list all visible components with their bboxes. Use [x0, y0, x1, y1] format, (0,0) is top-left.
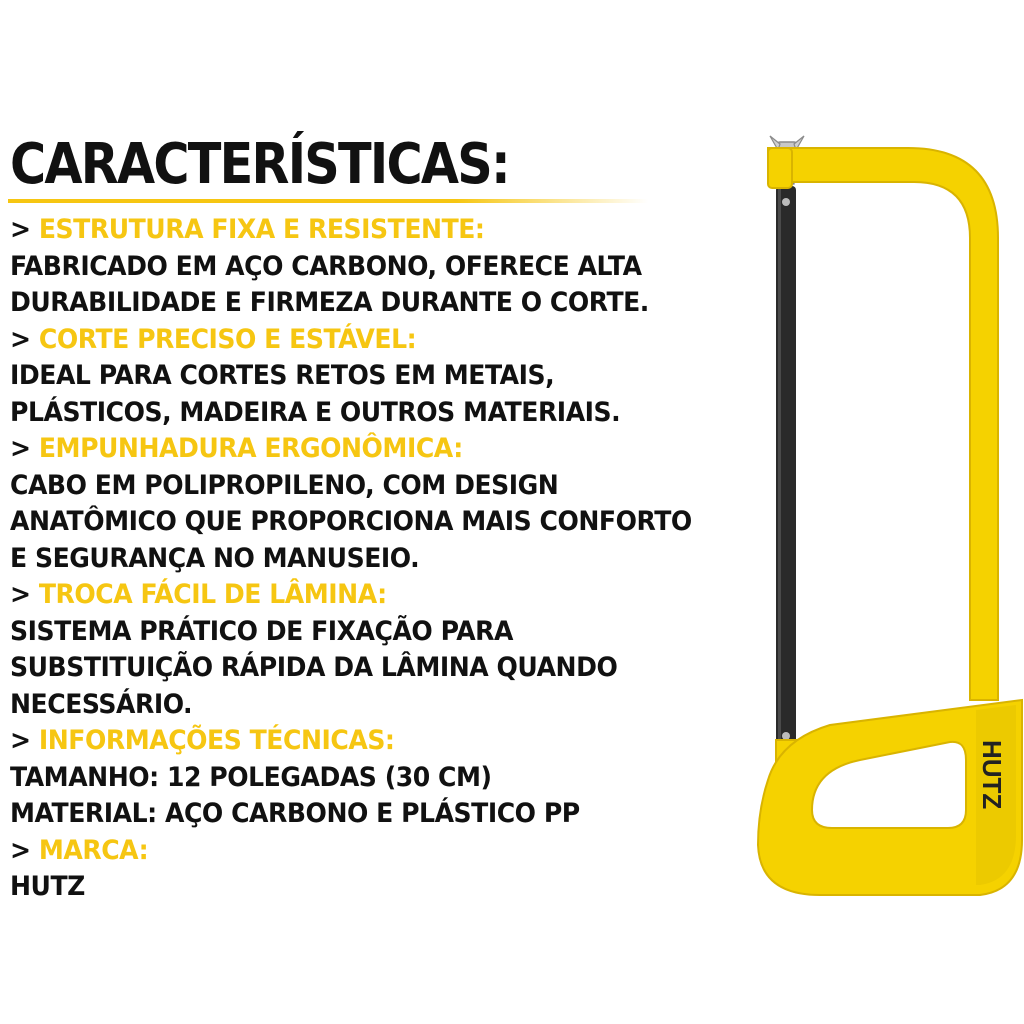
section-heading [10, 212, 717, 249]
section-text: SISTEMA PRÁTICO DE FIXAÇÃO PARA [10, 615, 514, 647]
section-text: DURABILIDADE E FIRMEZA DURANTE O CORTE. [10, 287, 649, 318]
section-heading [10, 322, 717, 359]
saw-blade [776, 186, 796, 754]
page-title: CARACTERÍSTICAS: [10, 132, 509, 197]
arrow-icon: > [10, 433, 31, 464]
section-text: TAMANHO: 12 POLEGADAS (30 CM) [10, 761, 492, 793]
section-heading [10, 723, 717, 760]
section-text: FABRICADO EM AÇO CARBONO, OFERECE ALTA [10, 250, 642, 282]
section-text: SUBSTITUIÇÃO RÁPIDA DA LÂMINA QUANDO [10, 652, 618, 683]
section-heading-text: ESTRUTURA FIXA E RESISTENTE: [38, 214, 485, 245]
section-heading-text: MARCA: [38, 834, 149, 866]
title-underline [8, 199, 648, 203]
section-text: HUTZ [10, 871, 85, 902]
section-heading-text: INFORMAÇÕES TÉCNICAS: [38, 725, 395, 756]
section-text: E SEGURANÇA NO MANUSEIO. [10, 542, 420, 574]
section-heading [10, 431, 717, 468]
section-text: MATERIAL: AÇO CARBONO E PLÁSTICO PP [10, 798, 580, 829]
section-heading-text: EMPUNHADURA ERGONÔMICA: [38, 433, 463, 464]
section-text: PLÁSTICOS, MADEIRA E OUTROS MATERIAIS. [10, 396, 621, 428]
section-heading-text: TROCA FÁCIL DE LÂMINA: [38, 579, 387, 610]
arrow-icon: > [10, 725, 31, 756]
brand-logo: HUTZ [977, 740, 1007, 810]
section-text: IDEAL PARA CORTES RETOS EM METAIS, [10, 360, 555, 391]
section-heading-text: CORTE PRECISO E ESTÁVEL: [38, 323, 417, 355]
arrow-icon: > [10, 579, 31, 610]
section-text: CABO EM POLIPROPILENO, COM DESIGN [10, 469, 559, 501]
arrow-icon: > [10, 834, 31, 866]
section-heading [10, 833, 717, 870]
section-text: NECESSÁRIO. [10, 688, 193, 720]
arrow-icon: > [10, 323, 31, 355]
section-heading [10, 577, 717, 614]
section-text: ANATÔMICO QUE PROPORCIONA MAIS CONFORTO [10, 506, 692, 537]
arrow-icon: > [10, 214, 31, 245]
hacksaw-icon [740, 120, 1024, 920]
features-list [10, 212, 770, 906]
